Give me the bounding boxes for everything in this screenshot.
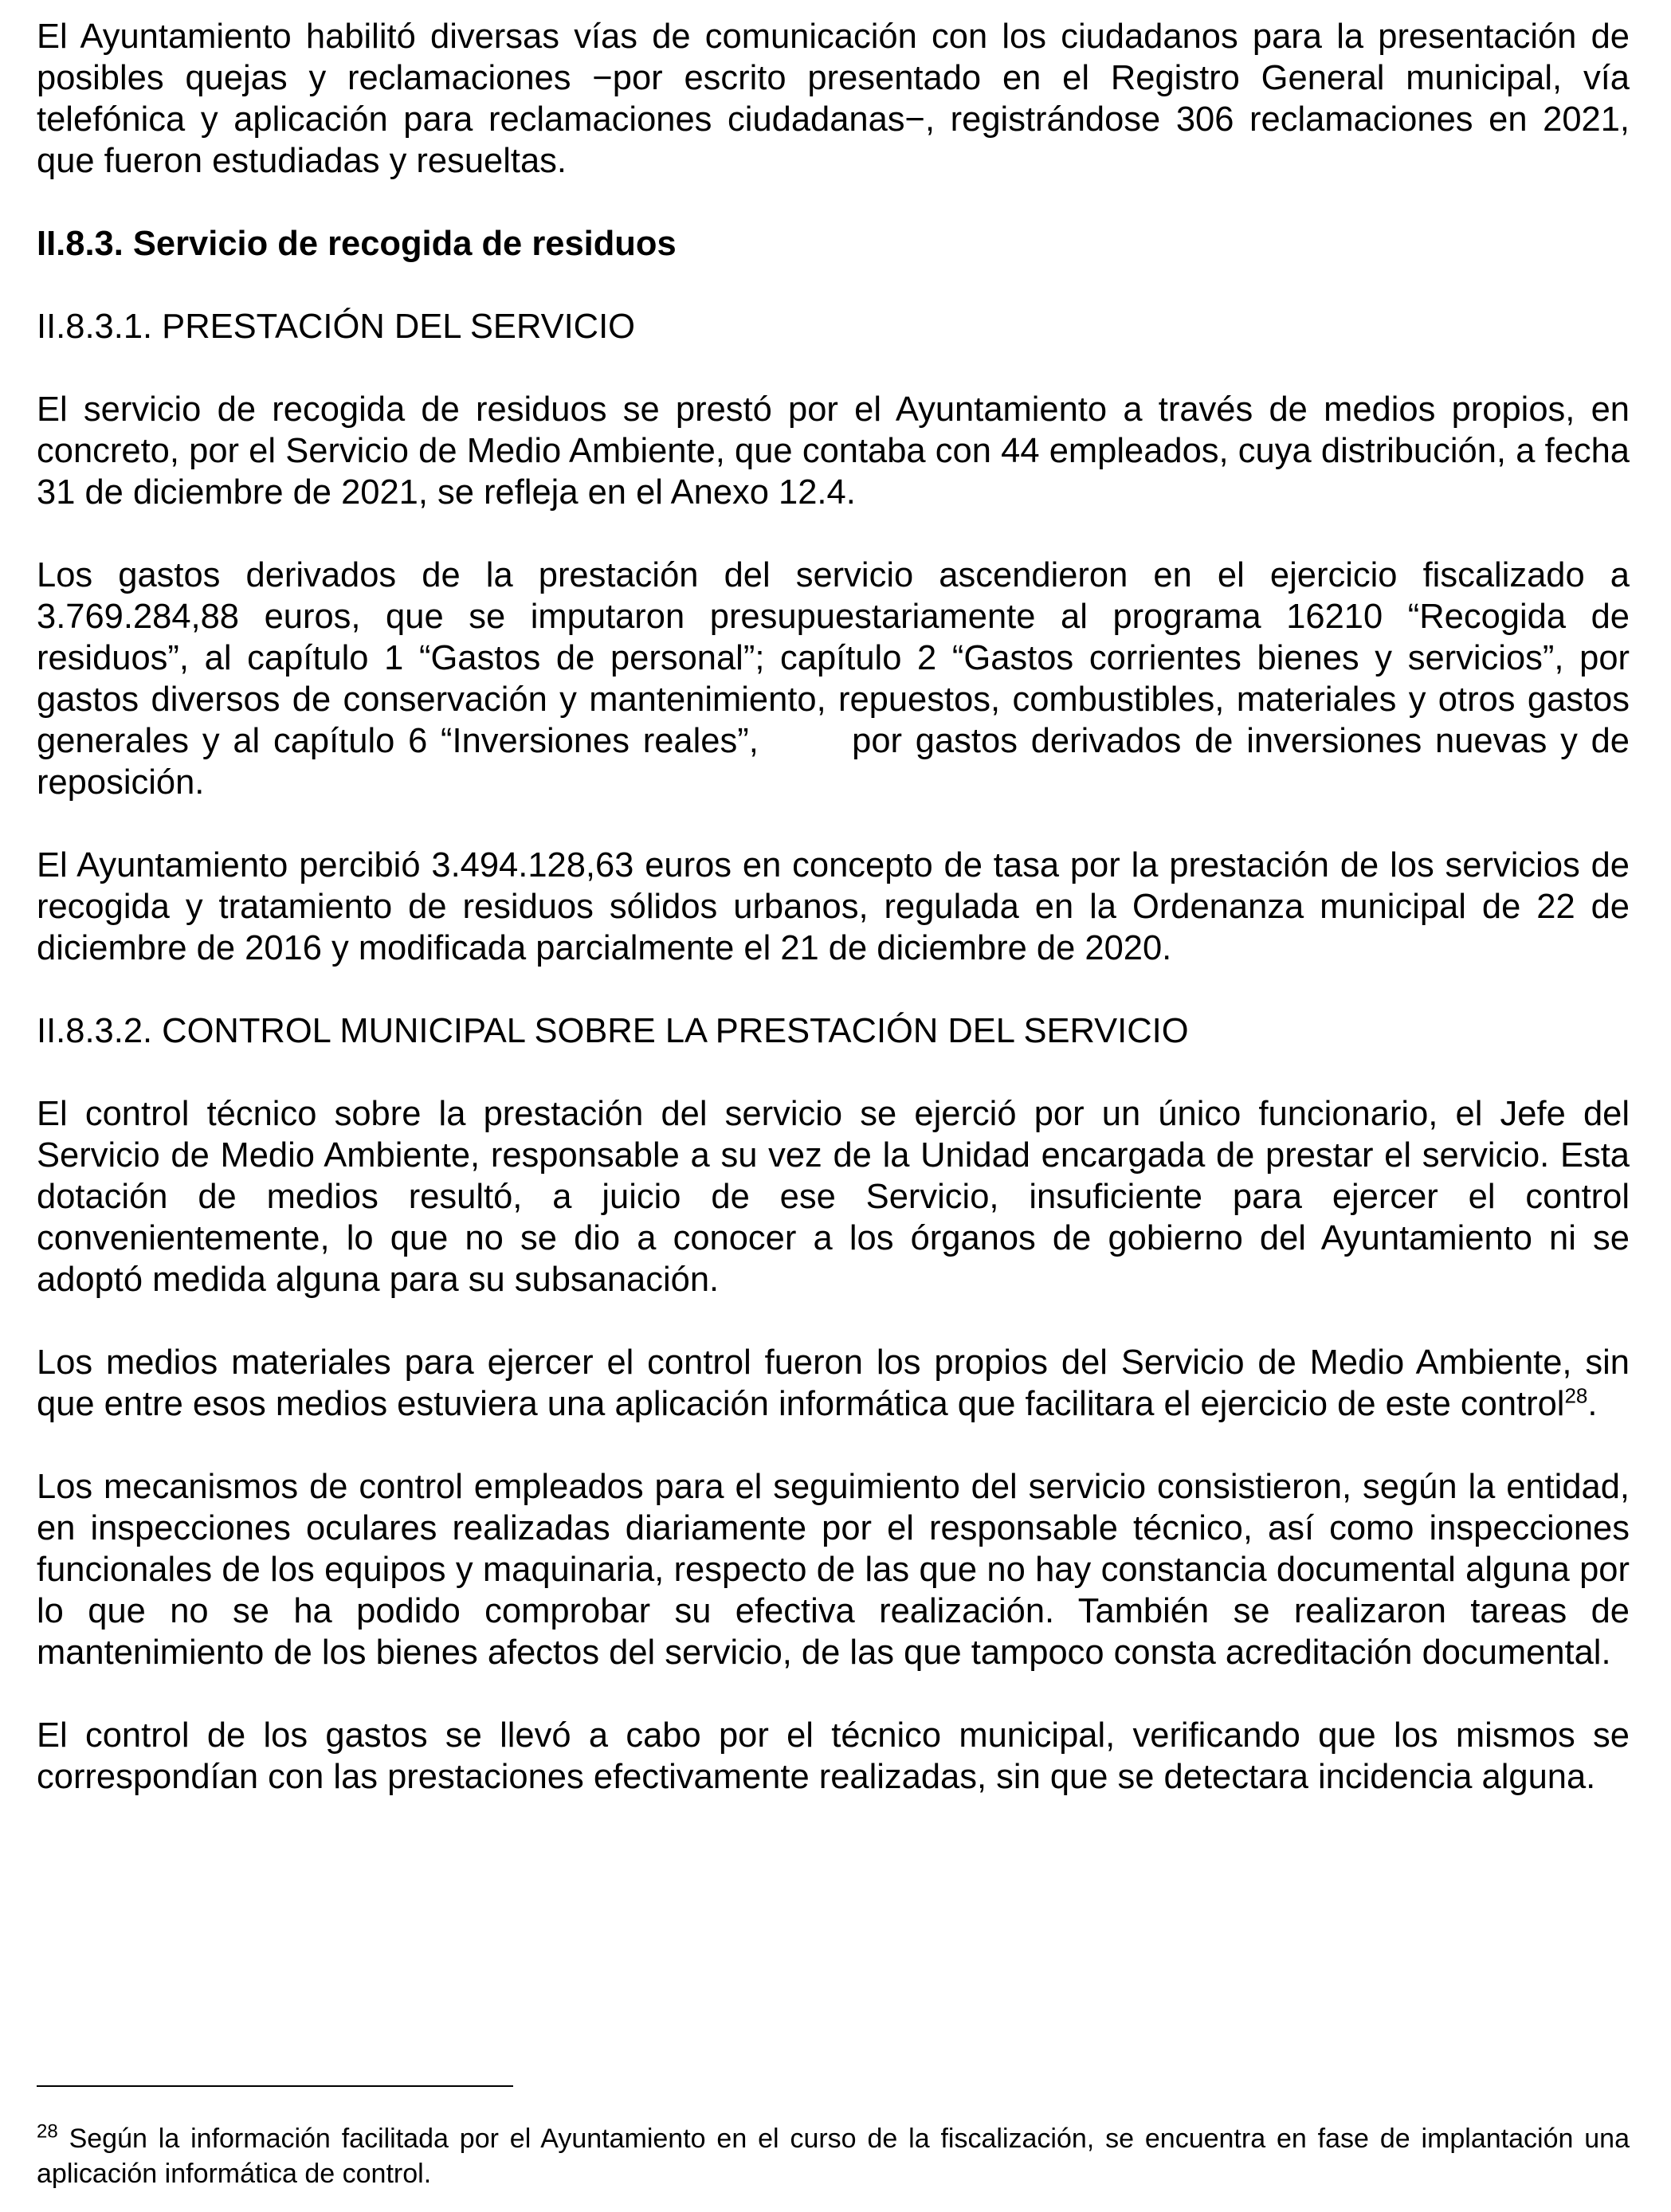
paragraph-control-mechanisms: Los mecanismos de control empleados para el seguimiento del servicio consistieron, según la entidad, en inspecciones oculares realizadas diariamente por el responsable técnico, así como inspecciones funcionales de los equipos y maquinaria, respecto de las que no hay constancia documental alguna por lo que no se ha podido comprobar su efectiva realización. También se realizaron tareas de mantenimiento de los bienes afectos del servicio, de las que tampoco consta acreditación documental.: [37, 1468, 1630, 1672]
paragraph-material-means: [37, 1342, 1630, 1425]
paragraph-fee-revenue: El Ayuntamiento percibió 3.494.128,63 euros en concepto de tasa por la prestación de los servicios de recogida y tratamiento de residuos sólidos urbanos, regulada en la Ordenanza municipal de 22 de diciembre de 2016 y modificada parcialmente el 21 de diciembre de 2020.: [37, 846, 1630, 967]
paragraph-material-means-text: Los medios materiales para ejercer el control fueron los propios del Servicio de Medio Ambiente, sin que entre esos medios estuviera una aplicación informática que facilitara el ejercicio de este control: [37, 1343, 1630, 1423]
paragraph-complaints: El Ayuntamiento habilitó diversas vías de comunicación con los ciudadanos para la presentación de posibles quejas y reclamaciones −por escrito presentado en el Registro General municipal, vía telefónica y aplicación para reclamaciones ciudadanas−, registrándose 306 reclamaciones en 2021, que fueron estudiadas y resueltas.: [37, 18, 1630, 180]
document-page: [37, 16, 1640, 1798]
subsection-heading-municipal-control: II.8.3.2. CONTROL MUNICIPAL SOBRE LA PRESTACIÓN DEL SERVICIO: [37, 1012, 1189, 1050]
footnote-reference-28[interactable]: 28: [1564, 1383, 1588, 1408]
subsection-heading-service-provision: II.8.3.1. PRESTACIÓN DEL SERVICIO: [37, 308, 636, 346]
paragraph-material-means-end: .: [1587, 1385, 1598, 1423]
paragraph-service-means: El servicio de recogida de residuos se prestó por el Ayuntamiento a través de medios propios, en concreto, por el Servicio de Medio Ambiente, que contaba con 44 empleados, cuya distribución, a fecha 31 de diciembre de 2021, se refleja en el Anexo 12.4.: [37, 390, 1630, 512]
section-heading-waste-collection: II.8.3. Servicio de recogida de residuos: [37, 225, 677, 263]
footnote-28: [37, 2121, 1630, 2191]
footnote-divider: [37, 2085, 513, 2087]
paragraph-technical-control: El control técnico sobre la prestación del servicio se ejerció por un único funcionario, el Jefe del Servicio de Medio Ambiente, responsable a su vez de la Unidad encargada de prestar el servicio. Esta dotación de medios resultó, a juicio de ese Servicio, insuficiente para ejercer el control convenientemente, lo que no se dio a conocer a los órganos de gobierno del Ayuntamiento ni se adoptó medida alguna para su subsanación.: [37, 1095, 1630, 1299]
footnote-number: 28: [37, 2120, 58, 2143]
paragraph-service-costs: Los gastos derivados de la prestación del servicio ascendieron en el ejercicio fiscalizado a 3.769.284,88 euros, que se imputaron presupuestariamente al programa 16210 “Recogida de residuos”, al capítulo 1 “Gastos de personal”; capítulo 2 “Gastos corrientes bienes y servicios”, por gastos diversos de conservación y mantenimiento, repuestos, combustibles, materiales y otros gastos generales y al capítulo 6 “Inversiones reales”, por gastos derivados de inversiones nuevas y de reposición.: [37, 556, 1640, 802]
footnote-text: Según la información facilitada por el Ayuntamiento en el curso de la fiscalización, se encuentra en fase de implantación una aplicación informática de control.: [37, 2124, 1630, 2189]
paragraph-expense-control: El control de los gastos se llevó a cabo por el técnico municipal, verificando que los mismos se correspondían con las prestaciones efectivamente realizadas, sin que se detectara incidencia alguna.: [37, 1716, 1630, 1796]
